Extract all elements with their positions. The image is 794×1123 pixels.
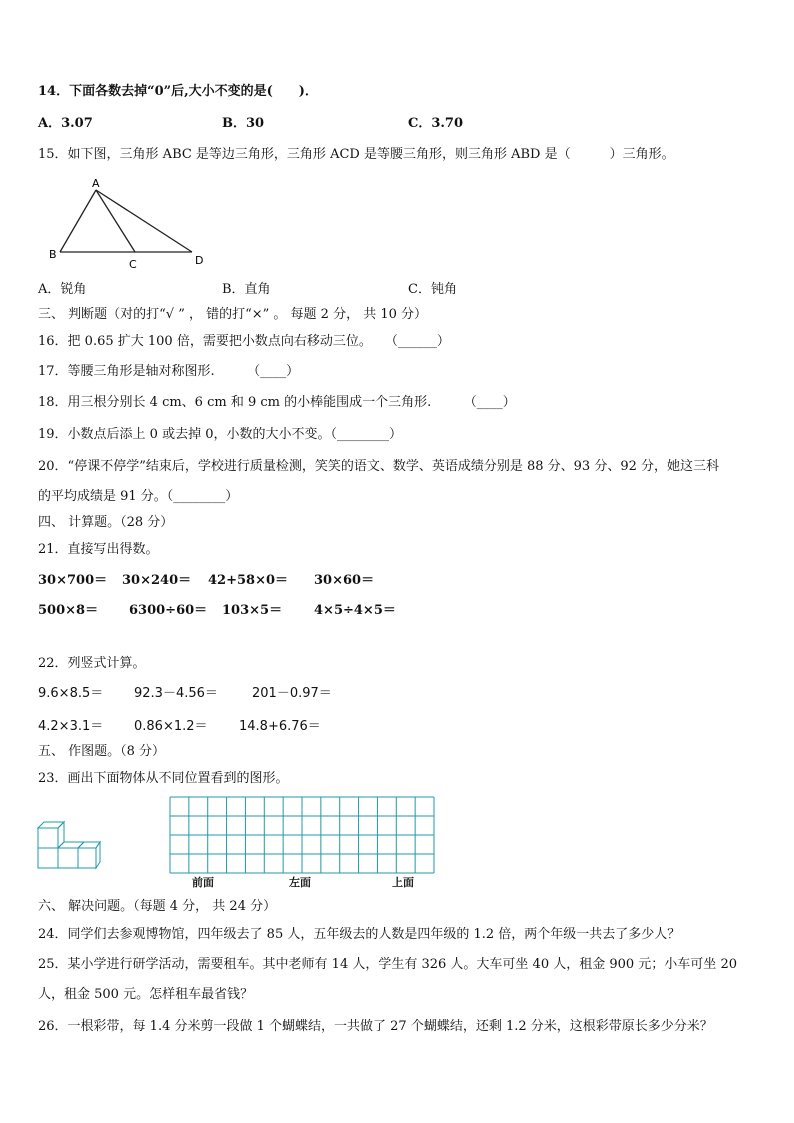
q23-stem: 23．画出下面物体从不同位置看到的图形。 xyxy=(38,771,289,786)
section-4-heading: 四、 计算题。（28 分） xyxy=(38,515,174,530)
q22-item: 4.2×3.1＝ xyxy=(38,719,104,734)
q18: 18．用三根分别长 4 cm、6 cm 和 9 cm 的小棒能围成一个三角形. （____） xyxy=(38,395,516,410)
q21-item: 30×240＝ xyxy=(122,573,192,588)
q21-item: 42+58×0＝ xyxy=(208,573,289,588)
drawing-grid xyxy=(168,796,438,874)
q26: 26．一根彩带，每 1.4 分米剪一段做 1 个蝴蝶结，一共做了 27 个蝴蝶结，还剩 1.2 分米，这根彩带原长多少分米？ xyxy=(38,1019,713,1034)
q14-option-c: C．3.70 xyxy=(408,116,464,131)
q25-line1: 25．某小学进行研学活动，需要租车。其中老师有 14 人，学生有 326 人。大车可坐 40 人，租金 900 元；小车可坐 20 xyxy=(38,957,737,972)
grid-label-front: 前面 xyxy=(192,876,214,889)
q21-item: 500×8＝ xyxy=(38,603,99,618)
section-6-heading: 六、 解决问题。（每题 4 分， 共 24 分） xyxy=(38,899,277,914)
q14-option-a: A．3.07 xyxy=(38,116,93,131)
vertex-label-d: D xyxy=(195,254,204,267)
vertex-label-b: B xyxy=(49,248,57,261)
vertex-label-c: C xyxy=(129,258,137,271)
grid-label-left: 左面 xyxy=(289,876,311,889)
section-5-heading: 五、 作图题。（8 分） xyxy=(38,744,166,759)
q21-item: 103×5＝ xyxy=(222,603,283,618)
q15-stem: 15．如下图，三角形 ABC 是等边三角形，三角形 ACD 是等腰三角形，则三角形 ABD 是（ ）三角形。 xyxy=(38,147,675,162)
triangle-figure xyxy=(40,172,220,272)
q19: 19．小数点后添上 0 或去掉 0，小数的大小不变。（________） xyxy=(38,427,402,442)
q21-item: 30×60＝ xyxy=(314,573,375,588)
q22-item: 14.8+6.76＝ xyxy=(239,719,321,734)
q22-item: 0.86×1.2＝ xyxy=(134,719,208,734)
cubes-figure xyxy=(36,818,102,874)
q14-option-b: B．30 xyxy=(222,116,265,131)
q22-item: 92.3－4.56＝ xyxy=(134,686,218,701)
q20-line1: 20．“停课不停学”结束后，学校进行质量检测，笑笑的语文、数学、英语成绩分别是 88 分、93 分、92 分，她这三科 xyxy=(38,459,719,474)
vertex-label-a: A xyxy=(92,177,100,190)
q15-option-a: A．锐角 xyxy=(38,282,87,297)
q21-item: 4×5÷4×5＝ xyxy=(314,603,396,618)
q22-item: 9.6×8.5＝ xyxy=(38,686,104,701)
section-3-heading: 三、 判断题（对的打“√ ” ， 错的打“×” 。 每题 2 分， 共 10 分） xyxy=(38,307,428,322)
q21-item: 30×700＝ xyxy=(38,573,108,588)
q22-item: 201－0.97＝ xyxy=(252,686,332,701)
q14-stem: 14．下面各数去掉“0”后,大小不变的是( )． xyxy=(38,84,318,99)
q25-line2: 人，租金 500 元。怎样租车最省钱？ xyxy=(38,987,254,1002)
q20-line2: 的平均成绩是 91 分。（________） xyxy=(38,489,239,504)
q22-stem: 22．列竖式计算。 xyxy=(38,656,146,671)
q21-item: 6300÷60＝ xyxy=(129,603,208,618)
q15-option-c: C．钝角 xyxy=(408,282,457,297)
q24: 24．同学们去参观博物馆，四年级去了 85 人，五年级去的人数是四年级的 1.2 倍，两个年级一共去了多少人？ xyxy=(38,927,681,942)
q21-stem: 21．直接写出得数。 xyxy=(38,542,159,557)
q16: 16．把 0.65 扩大 100 倍，需要把小数点向右移动三位。 （______） xyxy=(38,334,450,349)
q15-option-b: B．直角 xyxy=(222,282,271,297)
grid-label-top: 上面 xyxy=(392,876,414,889)
q17: 17．等腰三角形是轴对称图形. （____） xyxy=(38,364,300,379)
